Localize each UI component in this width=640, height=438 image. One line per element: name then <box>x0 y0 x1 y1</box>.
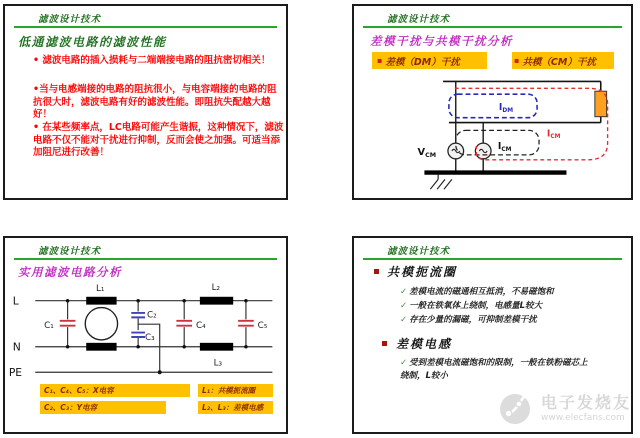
bullet-square-icon: ▪ <box>514 56 520 65</box>
idm-label: $I_{DM}$ <box>498 101 514 114</box>
list-item-text: 差模电流的磁通相互抵消，不易磁饱和 <box>409 287 554 297</box>
slide-choke-inductor-notes <box>352 236 633 434</box>
title-underline <box>363 258 622 260</box>
wire-label-L: L <box>12 294 19 308</box>
slide-title: 滤波设计技术 <box>38 246 102 257</box>
list-item <box>400 285 554 299</box>
c4-label: C₄ <box>195 321 206 332</box>
watermark-text <box>541 390 631 423</box>
dm-inductor-item <box>400 357 592 383</box>
circuit-wires <box>443 81 601 122</box>
l1-core-icon <box>85 308 117 340</box>
wire-label-N: N <box>12 340 21 354</box>
c3-capacitor <box>131 333 145 337</box>
title-underline <box>14 26 277 28</box>
dm-cm-circuit-diagram <box>354 6 631 198</box>
slide-heading: 低通滤波电路的滤波性能 <box>18 35 167 49</box>
cm-label-text: 共模（CM）干扰 <box>522 56 596 68</box>
vcm-label: $V_{CM}$ <box>417 146 437 159</box>
bullet-point: • 在某些频率点，LC电路可能产生谐振，这种情况下，滤波电路不仅不能对干扰进行抑制，反而会使之加强。可适当添加阻尼进行改善！ <box>33 122 284 158</box>
list-item-text: 受到差模电流磁饱和的限制，一般在铁粉磁芯上绕制，L较小 <box>400 358 588 381</box>
l1-label: L₁ <box>96 283 105 294</box>
list-item <box>400 299 554 313</box>
list-item-text: 一般在铁氧体上绕制，电感量L较大 <box>409 301 543 311</box>
slide-title: 滤波设计技术 <box>387 246 451 257</box>
elecfans-watermark <box>497 385 631 427</box>
section-heading-dm-inductor: 差模电感 <box>396 337 453 351</box>
watermark-site: www.elecfans.com <box>540 412 625 423</box>
bullet-point: •当与电感端接的电路的阻抗很小，与电容端接的电路的阻抗很大时，滤波电路有好的滤波性能。即阻抗失配越大越好！ <box>33 84 277 120</box>
l2-label: L₂ <box>211 282 221 293</box>
c2-capacitor <box>131 313 145 317</box>
pe-tap-wire <box>138 324 160 372</box>
l1-winding-top <box>86 297 116 305</box>
dm-current-loop <box>449 94 537 118</box>
slide-lowpass-performance <box>3 4 288 200</box>
c2-label: C₂ <box>146 310 157 321</box>
legend-cm-choke: L₁：共模扼流圈 <box>198 384 273 397</box>
section-heading-cm-choke: 共模扼流圈 <box>387 265 458 279</box>
legend-dm-inductors: L₂、L₃：差模电感 <box>198 401 273 414</box>
bullet-square-icon: ▪ <box>377 56 383 65</box>
check-icon: ✓ <box>400 287 408 297</box>
slide-title: 滤波设计技术 <box>38 14 102 25</box>
l1-winding-bottom <box>86 343 116 351</box>
check-icon: ✓ <box>400 301 408 311</box>
c1-label: C₁ <box>44 321 54 332</box>
elecfans-logo-icon <box>497 385 537 427</box>
c5-label: C₅ <box>257 321 268 332</box>
icm-label: $I_{CM}$ <box>497 141 512 153</box>
slide-practical-filter <box>3 236 288 434</box>
slide-heading: 差模干扰与共模干扰分析 <box>370 34 513 48</box>
bullet-point: • 滤波电路的插入损耗与二端端接电路的阻抗密切相关！ <box>33 55 271 66</box>
watermark-brand: 电子发烧友 <box>540 392 631 412</box>
l2-inductor <box>200 297 233 305</box>
dm-label-text: 差模（DM）干扰 <box>385 56 460 68</box>
icm-outer-label: $I_{CM}$ <box>546 128 561 141</box>
c3-label: C₃ <box>145 332 155 343</box>
legend-y-caps: C₂、C₃：Y电容 <box>40 401 166 414</box>
legend-x-caps: C₁、C₄、C₅：X电容 <box>40 384 190 397</box>
l3-label: L₃ <box>213 358 223 369</box>
check-icon: ✓ <box>400 315 408 325</box>
bullet-square-icon <box>382 341 387 346</box>
list-item-text: 存在少量的漏磁，可抑制差模干扰 <box>409 315 537 325</box>
slide-heading: 实用滤波电路分析 <box>18 265 122 279</box>
slide-dm-cm-analysis <box>352 4 633 200</box>
c5-capacitor <box>238 321 254 326</box>
cm-choke-item-list <box>400 285 554 327</box>
wire-label-PE: PE <box>8 366 23 380</box>
bullet-square-icon <box>374 269 379 274</box>
slide-title: 滤波设计技术 <box>387 14 451 25</box>
list-item <box>400 313 554 327</box>
l3-inductor <box>200 343 233 351</box>
ground-symbol-icon <box>430 174 452 189</box>
check-icon: ✓ <box>400 358 408 368</box>
c1-capacitor <box>60 321 76 326</box>
c4-capacitor <box>176 321 192 326</box>
